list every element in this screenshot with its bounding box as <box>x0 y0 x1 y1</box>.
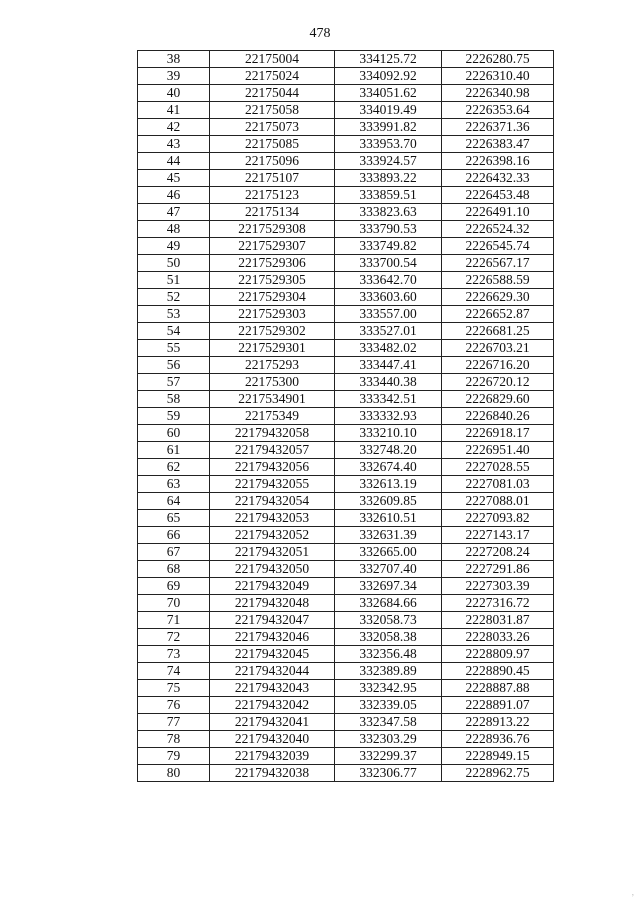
point-id-cell: 22175073 <box>210 119 335 136</box>
coordinate-table <box>137 50 554 782</box>
coordinate-table-body <box>138 51 554 782</box>
y-coordinate-cell: 2226524.32 <box>442 221 554 238</box>
point-number-cell: 59 <box>138 408 210 425</box>
table-row <box>138 612 554 629</box>
point-id-cell: 22179432057 <box>210 442 335 459</box>
point-id-cell: 22179432039 <box>210 748 335 765</box>
y-coordinate-cell: 2228887.88 <box>442 680 554 697</box>
point-id-cell: 2217529302 <box>210 323 335 340</box>
point-number-cell: 68 <box>138 561 210 578</box>
table-row <box>138 221 554 238</box>
point-id-cell: 2217529304 <box>210 289 335 306</box>
table-row <box>138 510 554 527</box>
y-coordinate-cell: 2226371.36 <box>442 119 554 136</box>
y-coordinate-cell: 2226280.75 <box>442 51 554 68</box>
x-coordinate-cell: 332299.37 <box>335 748 442 765</box>
point-id-cell: 2217529301 <box>210 340 335 357</box>
y-coordinate-cell: 2226340.98 <box>442 85 554 102</box>
point-id-cell: 22179432040 <box>210 731 335 748</box>
point-number-cell: 58 <box>138 391 210 408</box>
y-coordinate-cell: 2226720.12 <box>442 374 554 391</box>
table-row <box>138 527 554 544</box>
point-number-cell: 48 <box>138 221 210 238</box>
table-row <box>138 578 554 595</box>
x-coordinate-cell: 333342.51 <box>335 391 442 408</box>
y-coordinate-cell: 2226453.48 <box>442 187 554 204</box>
y-coordinate-cell: 2227316.72 <box>442 595 554 612</box>
table-row <box>138 425 554 442</box>
table-row <box>138 136 554 153</box>
x-coordinate-cell: 333440.38 <box>335 374 442 391</box>
table-row <box>138 153 554 170</box>
table-row <box>138 442 554 459</box>
x-coordinate-cell: 332674.40 <box>335 459 442 476</box>
point-number-cell: 77 <box>138 714 210 731</box>
point-id-cell: 22179432043 <box>210 680 335 697</box>
x-coordinate-cell: 332610.51 <box>335 510 442 527</box>
point-id-cell: 22179432041 <box>210 714 335 731</box>
point-id-cell: 22179432056 <box>210 459 335 476</box>
point-id-cell: 22179432051 <box>210 544 335 561</box>
table-row <box>138 391 554 408</box>
point-number-cell: 73 <box>138 646 210 663</box>
point-id-cell: 22175058 <box>210 102 335 119</box>
x-coordinate-cell: 332684.66 <box>335 595 442 612</box>
x-coordinate-cell: 332631.39 <box>335 527 442 544</box>
point-id-cell: 22175123 <box>210 187 335 204</box>
y-coordinate-cell: 2227303.39 <box>442 578 554 595</box>
y-coordinate-cell: 2227093.82 <box>442 510 554 527</box>
point-id-cell: 22179432058 <box>210 425 335 442</box>
table-row <box>138 102 554 119</box>
y-coordinate-cell: 2226545.74 <box>442 238 554 255</box>
point-number-cell: 76 <box>138 697 210 714</box>
table-row <box>138 629 554 646</box>
table-row <box>138 476 554 493</box>
table-row <box>138 459 554 476</box>
x-coordinate-cell: 332356.48 <box>335 646 442 663</box>
y-coordinate-cell: 2226951.40 <box>442 442 554 459</box>
point-number-cell: 44 <box>138 153 210 170</box>
table-row <box>138 493 554 510</box>
x-coordinate-cell: 332665.00 <box>335 544 442 561</box>
table-row <box>138 561 554 578</box>
y-coordinate-cell: 2226567.17 <box>442 255 554 272</box>
point-number-cell: 63 <box>138 476 210 493</box>
point-id-cell: 22179432047 <box>210 612 335 629</box>
y-coordinate-cell: 2227143.17 <box>442 527 554 544</box>
point-id-cell: 22175096 <box>210 153 335 170</box>
x-coordinate-cell: 333859.51 <box>335 187 442 204</box>
point-id-cell: 22175134 <box>210 204 335 221</box>
x-coordinate-cell: 332707.40 <box>335 561 442 578</box>
x-coordinate-cell: 332748.20 <box>335 442 442 459</box>
point-number-cell: 72 <box>138 629 210 646</box>
x-coordinate-cell: 334125.72 <box>335 51 442 68</box>
table-row <box>138 663 554 680</box>
y-coordinate-cell: 2227208.24 <box>442 544 554 561</box>
table-row <box>138 765 554 782</box>
point-id-cell: 22179432048 <box>210 595 335 612</box>
table-row <box>138 595 554 612</box>
x-coordinate-cell: 333332.93 <box>335 408 442 425</box>
table-row <box>138 187 554 204</box>
y-coordinate-cell: 2226353.64 <box>442 102 554 119</box>
point-id-cell: 22179432046 <box>210 629 335 646</box>
y-coordinate-cell: 2227088.01 <box>442 493 554 510</box>
table-row <box>138 51 554 68</box>
table-row <box>138 731 554 748</box>
point-number-cell: 64 <box>138 493 210 510</box>
x-coordinate-cell: 332058.73 <box>335 612 442 629</box>
y-coordinate-cell: 2226840.26 <box>442 408 554 425</box>
point-id-cell: 2217534901 <box>210 391 335 408</box>
point-id-cell: 2217529308 <box>210 221 335 238</box>
point-id-cell: 22179432054 <box>210 493 335 510</box>
page-number: 478 <box>309 26 331 41</box>
x-coordinate-cell: 332306.77 <box>335 765 442 782</box>
x-coordinate-cell: 333823.63 <box>335 204 442 221</box>
point-number-cell: 39 <box>138 68 210 85</box>
x-coordinate-cell: 332058.38 <box>335 629 442 646</box>
y-coordinate-cell: 2226398.16 <box>442 153 554 170</box>
point-number-cell: 70 <box>138 595 210 612</box>
table-row <box>138 306 554 323</box>
x-coordinate-cell: 334051.62 <box>335 85 442 102</box>
table-row <box>138 119 554 136</box>
x-coordinate-cell: 333749.82 <box>335 238 442 255</box>
point-number-cell: 54 <box>138 323 210 340</box>
x-coordinate-cell: 333924.57 <box>335 153 442 170</box>
y-coordinate-cell: 2227291.86 <box>442 561 554 578</box>
point-number-cell: 43 <box>138 136 210 153</box>
x-coordinate-cell: 333210.10 <box>335 425 442 442</box>
point-number-cell: 42 <box>138 119 210 136</box>
table-row <box>138 697 554 714</box>
point-id-cell: 22179432049 <box>210 578 335 595</box>
y-coordinate-cell: 2227028.55 <box>442 459 554 476</box>
y-coordinate-cell: 2227081.03 <box>442 476 554 493</box>
point-number-cell: 46 <box>138 187 210 204</box>
point-id-cell: 22179432050 <box>210 561 335 578</box>
table-row <box>138 272 554 289</box>
point-number-cell: 79 <box>138 748 210 765</box>
table-row <box>138 68 554 85</box>
point-number-cell: 69 <box>138 578 210 595</box>
point-number-cell: 80 <box>138 765 210 782</box>
y-coordinate-cell: 2226716.20 <box>442 357 554 374</box>
point-number-cell: 50 <box>138 255 210 272</box>
point-number-cell: 60 <box>138 425 210 442</box>
x-coordinate-cell: 333700.54 <box>335 255 442 272</box>
y-coordinate-cell: 2226829.60 <box>442 391 554 408</box>
table-row <box>138 255 554 272</box>
y-coordinate-cell: 2226383.47 <box>442 136 554 153</box>
point-id-cell: 22179432042 <box>210 697 335 714</box>
table-row <box>138 646 554 663</box>
point-id-cell: 22175024 <box>210 68 335 85</box>
x-coordinate-cell: 332389.89 <box>335 663 442 680</box>
x-coordinate-cell: 332609.85 <box>335 493 442 510</box>
point-number-cell: 62 <box>138 459 210 476</box>
x-coordinate-cell: 333447.41 <box>335 357 442 374</box>
table-row <box>138 289 554 306</box>
table-row <box>138 680 554 697</box>
point-number-cell: 61 <box>138 442 210 459</box>
point-number-cell: 45 <box>138 170 210 187</box>
point-number-cell: 52 <box>138 289 210 306</box>
point-number-cell: 57 <box>138 374 210 391</box>
y-coordinate-cell: 2226432.33 <box>442 170 554 187</box>
y-coordinate-cell: 2228962.75 <box>442 765 554 782</box>
point-number-cell: 65 <box>138 510 210 527</box>
x-coordinate-cell: 334019.49 <box>335 102 442 119</box>
x-coordinate-cell: 333790.53 <box>335 221 442 238</box>
point-number-cell: 53 <box>138 306 210 323</box>
table-row <box>138 374 554 391</box>
x-coordinate-cell: 333953.70 <box>335 136 442 153</box>
y-coordinate-cell: 2226491.10 <box>442 204 554 221</box>
point-number-cell: 51 <box>138 272 210 289</box>
point-id-cell: 2217529307 <box>210 238 335 255</box>
point-number-cell: 49 <box>138 238 210 255</box>
table-row <box>138 238 554 255</box>
x-coordinate-cell: 333893.22 <box>335 170 442 187</box>
point-number-cell: 55 <box>138 340 210 357</box>
point-number-cell: 71 <box>138 612 210 629</box>
x-coordinate-cell: 333642.70 <box>335 272 442 289</box>
x-coordinate-cell: 334092.92 <box>335 68 442 85</box>
x-coordinate-cell: 332613.19 <box>335 476 442 493</box>
point-id-cell: 22175300 <box>210 374 335 391</box>
point-id-cell: 22179432045 <box>210 646 335 663</box>
y-coordinate-cell: 2226918.17 <box>442 425 554 442</box>
x-coordinate-cell: 333991.82 <box>335 119 442 136</box>
y-coordinate-cell: 2226588.59 <box>442 272 554 289</box>
point-id-cell: 22179432044 <box>210 663 335 680</box>
x-coordinate-cell: 333557.00 <box>335 306 442 323</box>
table-row <box>138 544 554 561</box>
table-row <box>138 357 554 374</box>
point-number-cell: 74 <box>138 663 210 680</box>
y-coordinate-cell: 2228949.15 <box>442 748 554 765</box>
x-coordinate-cell: 332347.58 <box>335 714 442 731</box>
point-id-cell: 22179432055 <box>210 476 335 493</box>
point-id-cell: 2217529303 <box>210 306 335 323</box>
table-row <box>138 323 554 340</box>
point-number-cell: 40 <box>138 85 210 102</box>
table-row <box>138 408 554 425</box>
table-row <box>138 204 554 221</box>
point-id-cell: 22175004 <box>210 51 335 68</box>
y-coordinate-cell: 2228891.07 <box>442 697 554 714</box>
point-id-cell: 22175044 <box>210 85 335 102</box>
point-id-cell: 22179432038 <box>210 765 335 782</box>
y-coordinate-cell: 2226681.25 <box>442 323 554 340</box>
y-coordinate-cell: 2228033.26 <box>442 629 554 646</box>
y-coordinate-cell: 2228031.87 <box>442 612 554 629</box>
x-coordinate-cell: 332339.05 <box>335 697 442 714</box>
point-number-cell: 66 <box>138 527 210 544</box>
x-coordinate-cell: 332697.34 <box>335 578 442 595</box>
y-coordinate-cell: 2226652.87 <box>442 306 554 323</box>
point-id-cell: 22175349 <box>210 408 335 425</box>
corner-mark: , <box>631 887 634 897</box>
y-coordinate-cell: 2226629.30 <box>442 289 554 306</box>
point-id-cell: 2217529305 <box>210 272 335 289</box>
x-coordinate-cell: 333482.02 <box>335 340 442 357</box>
point-number-cell: 47 <box>138 204 210 221</box>
point-number-cell: 38 <box>138 51 210 68</box>
y-coordinate-cell: 2228913.22 <box>442 714 554 731</box>
table-row <box>138 748 554 765</box>
y-coordinate-cell: 2228809.97 <box>442 646 554 663</box>
y-coordinate-cell: 2226703.21 <box>442 340 554 357</box>
table-row <box>138 340 554 357</box>
point-number-cell: 75 <box>138 680 210 697</box>
y-coordinate-cell: 2228890.45 <box>442 663 554 680</box>
point-number-cell: 41 <box>138 102 210 119</box>
point-id-cell: 22175293 <box>210 357 335 374</box>
x-coordinate-cell: 332303.29 <box>335 731 442 748</box>
point-number-cell: 78 <box>138 731 210 748</box>
x-coordinate-cell: 333603.60 <box>335 289 442 306</box>
point-id-cell: 22179432053 <box>210 510 335 527</box>
point-id-cell: 22175085 <box>210 136 335 153</box>
y-coordinate-cell: 2228936.76 <box>442 731 554 748</box>
point-id-cell: 22179432052 <box>210 527 335 544</box>
table-row <box>138 85 554 102</box>
point-id-cell: 22175107 <box>210 170 335 187</box>
table-row <box>138 170 554 187</box>
y-coordinate-cell: 2226310.40 <box>442 68 554 85</box>
point-number-cell: 67 <box>138 544 210 561</box>
point-number-cell: 56 <box>138 357 210 374</box>
x-coordinate-cell: 332342.95 <box>335 680 442 697</box>
point-id-cell: 2217529306 <box>210 255 335 272</box>
table-row <box>138 714 554 731</box>
x-coordinate-cell: 333527.01 <box>335 323 442 340</box>
